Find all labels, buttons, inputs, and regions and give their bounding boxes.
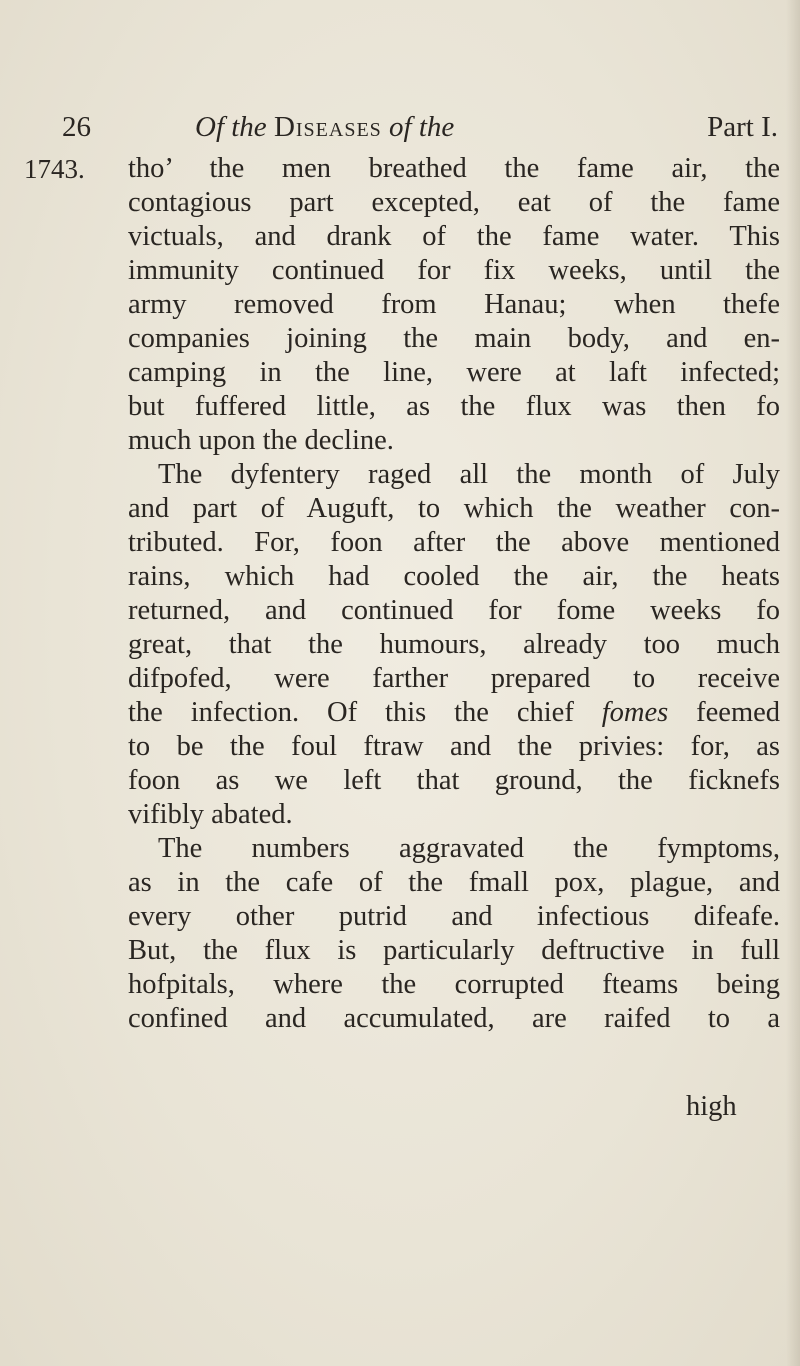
text-line: tributed. For, foon after the above mentioned xyxy=(128,527,780,558)
running-header xyxy=(62,110,778,144)
text-line: tho’ the men breathed the fame air, the xyxy=(128,153,780,184)
text-line: victuals, and drank of the fame water. This xyxy=(128,221,780,252)
text-line: vifibly abated. xyxy=(128,799,293,830)
text-line-italic xyxy=(128,696,780,730)
text-line: companies joining the main body, and en- xyxy=(128,323,780,354)
title-prefix: Of the xyxy=(195,111,267,143)
text-line: The dyfentery raged all the month of July xyxy=(158,459,780,490)
text-line: returned, and continued for fome weeks fo xyxy=(128,595,780,626)
text-line: foon as we left that ground, the ficknefs xyxy=(128,765,780,796)
line-end: feemed xyxy=(696,697,781,728)
text-line: difpofed, were farther prepared to receive xyxy=(128,663,780,694)
text-line: but fuffered little, as the flux was then fo xyxy=(128,391,780,422)
text-line: But, the flux is particularly deftructive in full xyxy=(128,935,780,966)
text-line: The numbers aggravated the fymptoms, xyxy=(158,833,780,864)
text-line: as in the cafe of the fmall pox, plague, and xyxy=(128,867,780,898)
page-number: 26 xyxy=(62,111,91,143)
margin-year: 1743. xyxy=(24,154,85,184)
italic-term: fomes xyxy=(601,697,669,728)
text-line: great, that the humours, already too much xyxy=(128,629,780,660)
title-main: Diseases xyxy=(273,111,382,143)
text-line: immunity continued for fix weeks, until the xyxy=(128,255,780,286)
part-label: Part I. xyxy=(707,111,778,143)
line-start: the infection. Of this the chief xyxy=(128,697,574,728)
text-line: and part of Auguft, to which the weather con- xyxy=(128,493,780,524)
title-suffix: of the xyxy=(389,111,455,143)
text-line: rains, which had cooled the air, the heats xyxy=(128,561,780,592)
text-line: army removed from Hanau; when thefe xyxy=(128,289,780,320)
text-line: much upon the decline. xyxy=(128,425,394,456)
text-line: contagious part excepted, eat of the fame xyxy=(128,187,780,218)
body-text xyxy=(128,152,780,1036)
page-edge-shadow xyxy=(786,0,800,1366)
text-line: to be the foul ftraw and the privies: for, as xyxy=(128,731,780,762)
text-line: confined and accumulated, are raifed to a xyxy=(128,1003,780,1034)
text-line: every other putrid and infectious difeafe. xyxy=(128,901,780,932)
catchword: high xyxy=(686,1091,737,1122)
text-line: camping in the line, were at laft infected; xyxy=(128,357,780,388)
running-title xyxy=(195,110,454,144)
text-line: hofpitals, where the corrupted fteams being xyxy=(128,969,780,1000)
